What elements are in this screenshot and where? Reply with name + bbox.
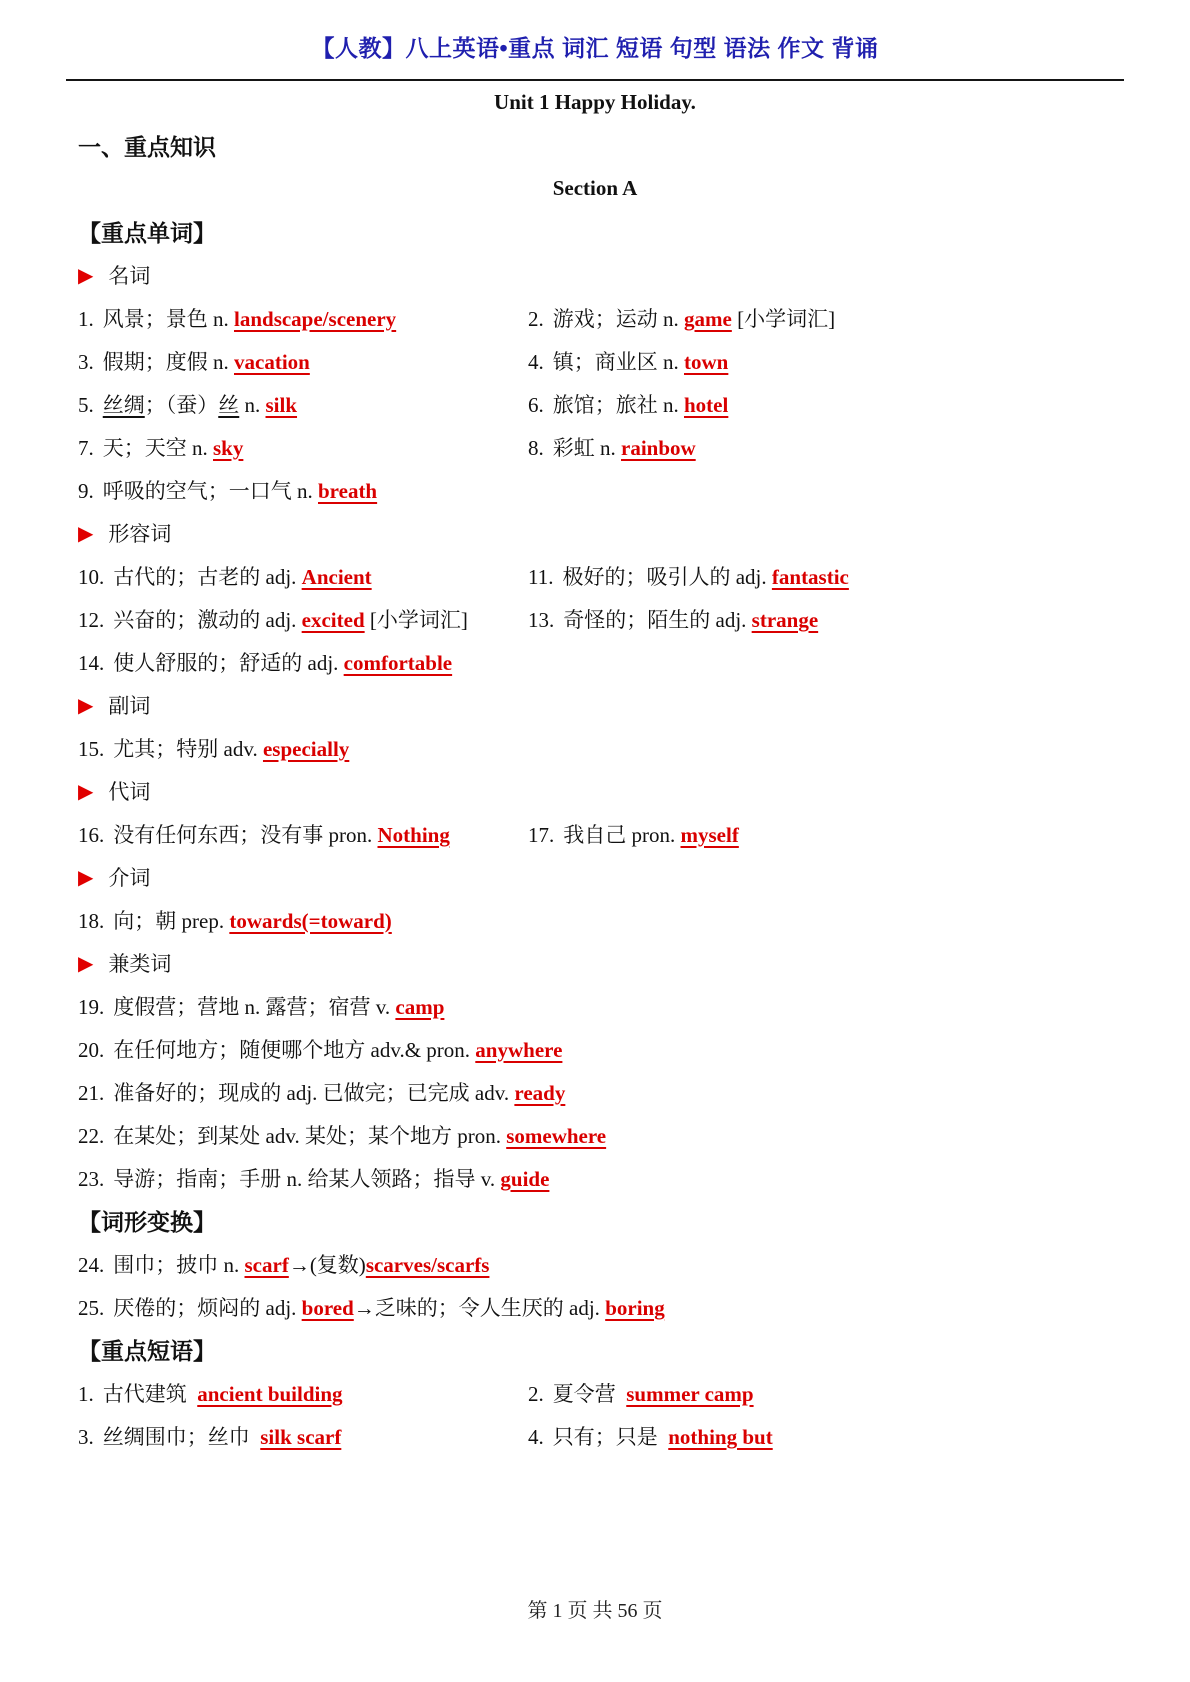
word-number: 3. xyxy=(78,1424,94,1449)
english-word: rainbow xyxy=(621,435,696,460)
word-item xyxy=(528,561,849,591)
english-word: somewhere xyxy=(506,1123,607,1148)
chinese-text: 向；朝 prep. xyxy=(113,908,230,933)
bracket-heading: 【重点短语】 xyxy=(78,1338,216,1364)
word-item xyxy=(78,1120,1112,1150)
english-word: camp xyxy=(395,994,445,1019)
english-word: boring xyxy=(605,1295,665,1320)
english-word: ancient building xyxy=(197,1381,343,1406)
category-label: 形容词 xyxy=(108,521,172,546)
word-item xyxy=(528,303,835,333)
word-number: 12. xyxy=(78,607,105,632)
word-number: 5. xyxy=(78,392,94,417)
category-triangle-icon: ▶ xyxy=(78,692,94,717)
word-item xyxy=(528,389,728,419)
word-number: 10. xyxy=(78,564,105,589)
word-number: 21. xyxy=(78,1080,105,1105)
chinese-text: 彩虹 n. xyxy=(552,435,621,460)
word-row xyxy=(78,1070,1112,1113)
word-item xyxy=(78,1034,1112,1064)
category-triangle-icon: ▶ xyxy=(78,950,94,975)
word-row xyxy=(78,984,1112,1027)
word-item xyxy=(528,819,739,849)
document-body xyxy=(78,210,1112,1457)
chinese-text: 奇怪的；陌生的 adj. xyxy=(563,607,752,632)
word-item xyxy=(78,1163,1112,1193)
chinese-text: 假期；度假 n. xyxy=(102,349,234,374)
word-number: 20. xyxy=(78,1037,105,1062)
english-word: sky xyxy=(213,435,244,460)
english-word: hotel xyxy=(684,392,729,417)
english-word: town xyxy=(684,349,729,374)
english-word: Nothing xyxy=(377,822,450,847)
word-row xyxy=(78,898,1112,941)
word-item xyxy=(78,561,528,591)
word-item xyxy=(78,1077,1112,1107)
word-number: 1. xyxy=(78,306,94,331)
english-word: strange xyxy=(751,607,819,632)
category-triangle-icon: ▶ xyxy=(78,864,94,889)
chinese-text: 风景；景色 n. xyxy=(102,306,234,331)
chinese-text: 极好的；吸引人的 adj. xyxy=(562,564,772,589)
word-number: 23. xyxy=(78,1166,105,1191)
chinese-text: 古代的；古老的 adj. xyxy=(113,564,302,589)
english-word: comfortable xyxy=(343,650,453,675)
category-label: 介词 xyxy=(108,865,151,890)
english-word: summer camp xyxy=(626,1381,754,1406)
chinese-text: 镇；商业区 n. xyxy=(552,349,684,374)
word-number: 3. xyxy=(78,349,94,374)
underlined-chinese: 丝 xyxy=(218,392,240,417)
english-word: scarf xyxy=(244,1252,289,1277)
chinese-text: 只有；只是 xyxy=(552,1424,669,1449)
word-number: 2. xyxy=(528,306,544,331)
word-item xyxy=(78,389,528,419)
word-number: 16. xyxy=(78,822,105,847)
word-number: 8. xyxy=(528,435,544,460)
section-a-heading: Section A xyxy=(552,176,638,200)
chinese-text: 天；天空 n. xyxy=(102,435,213,460)
word-row xyxy=(78,1285,1112,1328)
word-number: 13. xyxy=(528,607,555,632)
underlined-chinese: 丝绸 xyxy=(102,392,145,417)
word-number: 9. xyxy=(78,478,94,503)
chinese-text: 兴奋的；激动的 adj. xyxy=(113,607,302,632)
word-number: 19. xyxy=(78,994,105,1019)
english-word: nothing but xyxy=(668,1424,773,1449)
english-word: game xyxy=(684,306,732,331)
word-item xyxy=(528,604,818,634)
word-item xyxy=(78,475,1112,505)
word-number: 7. xyxy=(78,435,94,460)
english-word: silk scarf xyxy=(260,1424,342,1449)
word-row xyxy=(78,1414,1112,1457)
chinese-text: →乏味的；令人生厌的 adj. xyxy=(353,1295,606,1320)
word-number: 15. xyxy=(78,736,105,761)
word-number: 18. xyxy=(78,908,105,933)
knowledge-heading: 一、重点知识 xyxy=(78,134,216,160)
word-number: 24. xyxy=(78,1252,105,1277)
word-number: 1. xyxy=(78,1381,94,1406)
english-word: towards(=toward) xyxy=(229,908,392,933)
word-number: 25. xyxy=(78,1295,105,1320)
category-triangle-icon: ▶ xyxy=(78,262,94,287)
word-row xyxy=(78,554,1112,597)
chinese-text: 丝绸围巾；丝巾 xyxy=(102,1424,261,1449)
chinese-text: →(复数) xyxy=(288,1252,366,1277)
category-triangle-icon: ▶ xyxy=(78,778,94,803)
category-line xyxy=(78,511,1112,554)
chinese-text: 游戏；运动 n. xyxy=(552,306,684,331)
english-word: Ancient xyxy=(301,564,372,589)
english-word: fantastic xyxy=(771,564,849,589)
word-row xyxy=(78,726,1112,769)
category-label: 副词 xyxy=(108,693,151,718)
word-item xyxy=(78,1421,528,1451)
word-number: 22. xyxy=(78,1123,105,1148)
chinese-text: 在任何地方；随便哪个地方 adv.& pron. xyxy=(113,1037,476,1062)
category-label: 代词 xyxy=(108,779,151,804)
chinese-text: 古代建筑 xyxy=(102,1381,198,1406)
word-row xyxy=(78,812,1112,855)
chinese-text: ；（蚕） xyxy=(144,392,219,417)
word-row xyxy=(78,1156,1112,1199)
chinese-text: 我自己 pron. xyxy=(563,822,681,847)
word-number: 17. xyxy=(528,822,555,847)
chinese-text: [小学词汇] xyxy=(731,306,836,331)
word-number: 14. xyxy=(78,650,105,675)
word-item xyxy=(78,1249,1112,1279)
chinese-text: n. xyxy=(239,392,266,417)
chinese-text: 使人舒服的；舒适的 adj. xyxy=(113,650,344,675)
english-word: vacation xyxy=(234,349,310,374)
word-item xyxy=(78,303,528,333)
category-line xyxy=(78,769,1112,812)
category-triangle-icon: ▶ xyxy=(78,520,94,545)
word-row xyxy=(78,382,1112,425)
english-word: myself xyxy=(680,822,739,847)
category-line xyxy=(78,683,1112,726)
word-row xyxy=(78,1113,1112,1156)
word-item xyxy=(78,733,1112,763)
word-item xyxy=(78,432,528,462)
english-word: silk xyxy=(265,392,298,417)
category-line xyxy=(78,253,1112,296)
english-word: scarves/scarfs xyxy=(365,1252,490,1277)
chinese-text: 呼吸的空气；一口气 n. xyxy=(102,478,318,503)
chinese-text: [小学词汇] xyxy=(364,607,468,632)
word-item xyxy=(78,1292,1112,1322)
english-word: ready xyxy=(514,1080,566,1105)
chinese-text: 夏令营 xyxy=(552,1381,627,1406)
word-number: 4. xyxy=(528,1424,544,1449)
word-row xyxy=(78,640,1112,683)
chinese-text: 旅馆；旅社 n. xyxy=(552,392,684,417)
english-word: excited xyxy=(301,607,365,632)
chinese-text: 尤其；特别 adv. xyxy=(113,736,263,761)
category-line xyxy=(78,941,1112,984)
word-row xyxy=(78,468,1112,511)
word-item xyxy=(78,991,1112,1021)
word-item xyxy=(528,432,696,462)
chinese-text: 厌倦的；烦闷的 adj. xyxy=(113,1295,302,1320)
word-number: 6. xyxy=(528,392,544,417)
english-word: landscape/scenery xyxy=(234,306,397,331)
chinese-text: 导游；指南；手册 n. 给某人领路；指导 v. xyxy=(113,1166,501,1191)
bracket-heading: 【重点单词】 xyxy=(78,220,216,246)
word-row xyxy=(78,1371,1112,1414)
chinese-text: 围巾；披巾 n. xyxy=(113,1252,245,1277)
chinese-text: 在某处；到某处 adv. 某处；某个地方 pron. xyxy=(113,1123,507,1148)
english-word: breath xyxy=(318,478,378,503)
english-word: especially xyxy=(262,736,350,761)
category-label: 兼类词 xyxy=(108,951,172,976)
word-row xyxy=(78,425,1112,468)
word-item xyxy=(528,346,728,376)
unit-title: Unit 1 Happy Holiday. xyxy=(494,90,696,114)
word-item xyxy=(78,819,528,849)
english-word: anywhere xyxy=(475,1037,563,1062)
category-line xyxy=(78,855,1112,898)
word-item xyxy=(78,346,528,376)
category-label: 名词 xyxy=(108,263,151,288)
page-header-title: 【人教】八上英语•重点 词汇 短语 句型 语法 作文 背诵 xyxy=(311,35,879,61)
word-row xyxy=(78,597,1112,640)
word-item xyxy=(78,647,1112,677)
chinese-text: 没有任何东西；没有事 pron. xyxy=(113,822,378,847)
english-word: bored xyxy=(301,1295,354,1320)
english-word: guide xyxy=(500,1166,550,1191)
word-number: 11. xyxy=(528,564,554,589)
word-number: 4. xyxy=(528,349,544,374)
word-row xyxy=(78,1242,1112,1285)
chinese-text: 准备好的；现成的 adj. 已做完；已完成 adv. xyxy=(113,1080,515,1105)
word-row xyxy=(78,339,1112,382)
word-row xyxy=(78,1027,1112,1070)
word-item xyxy=(528,1421,773,1451)
word-number: 2. xyxy=(528,1381,544,1406)
chinese-text: 度假营；营地 n. 露营；宿营 v. xyxy=(113,994,396,1019)
bracket-heading: 【词形变换】 xyxy=(78,1209,216,1235)
word-item xyxy=(78,1378,528,1408)
word-item xyxy=(78,905,1112,935)
word-item xyxy=(528,1378,754,1408)
page-footer: 第 1 页 共 56 页 xyxy=(527,1600,663,1622)
word-item xyxy=(78,604,528,634)
word-row xyxy=(78,296,1112,339)
